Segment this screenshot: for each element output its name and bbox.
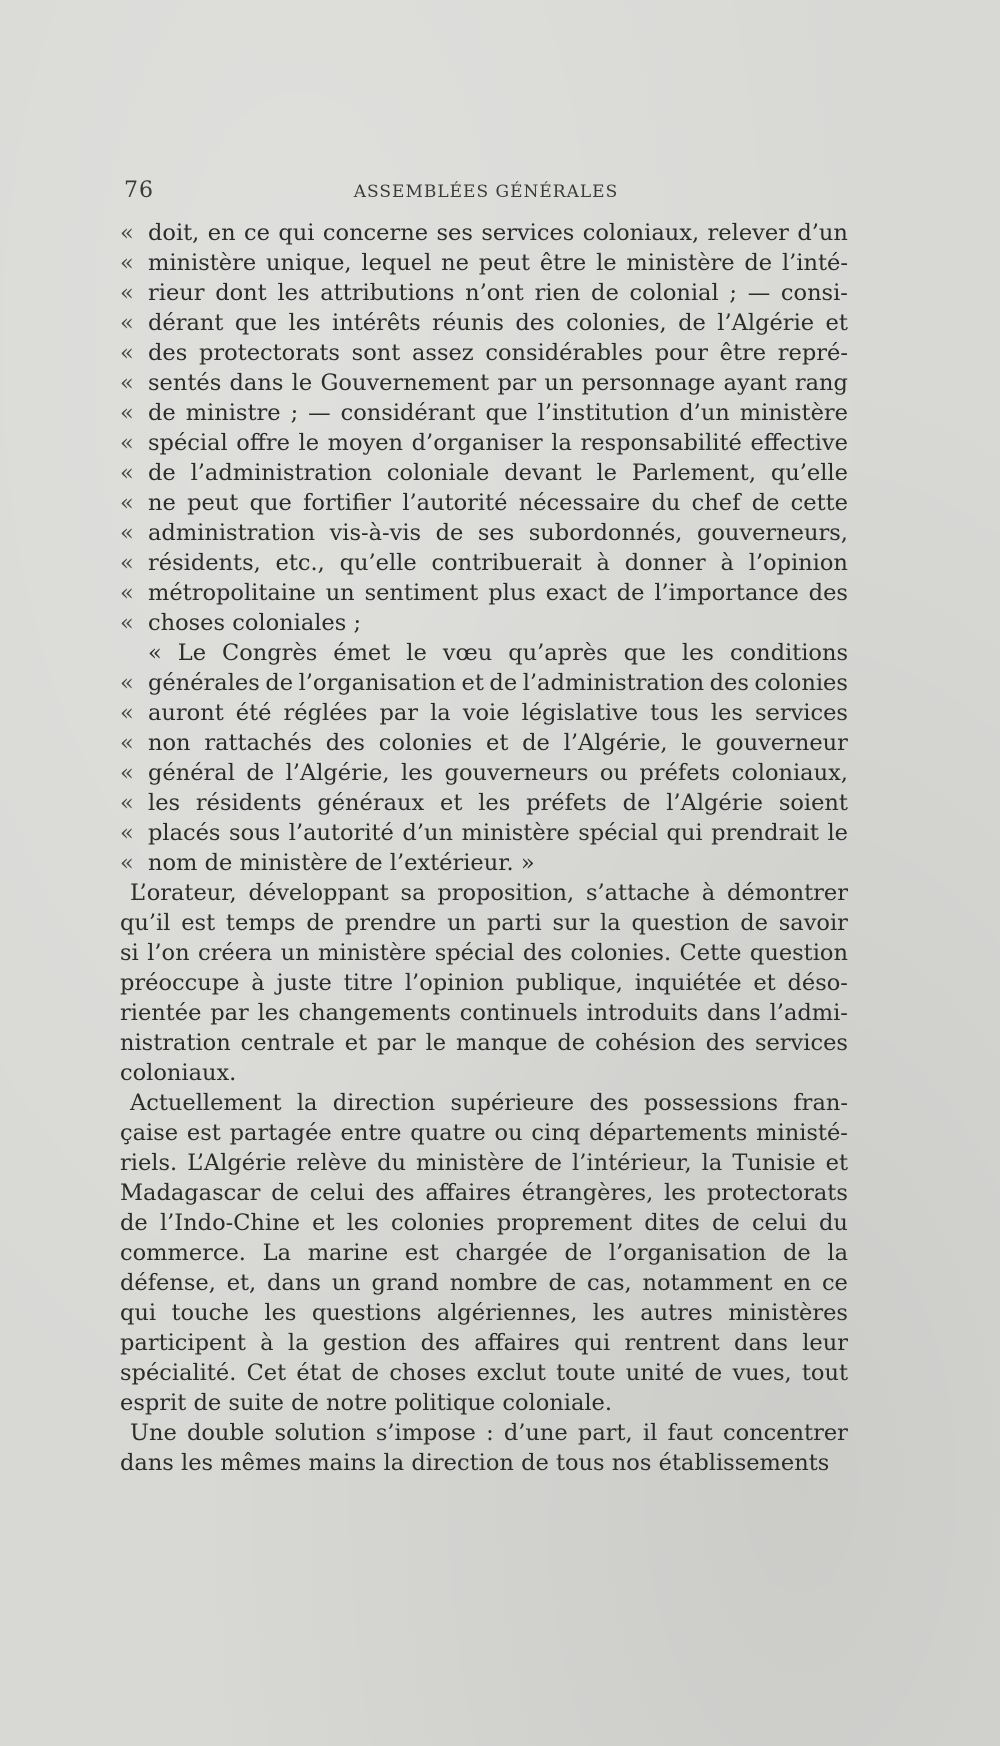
text-line	[120, 968, 848, 998]
text-line	[120, 998, 848, 1028]
text-line	[120, 488, 848, 518]
line-text: générales de l’organisation et de l’administration des colonies	[148, 670, 848, 696]
text-line	[120, 758, 848, 788]
text-line	[120, 1208, 848, 1238]
text-line	[120, 1028, 848, 1058]
line-text: Madagascar de celui des affaires étrangères, les protectorats	[120, 1180, 848, 1206]
line-text: administration vis-à-vis de ses subordonnés, gouverneurs,	[148, 520, 848, 546]
text-line	[120, 248, 848, 278]
quote-mark: «	[120, 490, 134, 516]
text-line	[120, 428, 848, 458]
text-line	[120, 1418, 848, 1448]
quote-mark: «	[120, 520, 134, 546]
line-text: rieur dont les attributions n’ont rien de colonial ; — consi-	[148, 280, 848, 306]
text-line	[120, 1388, 848, 1418]
line-text: auront été réglées par la voie législative tous les services	[148, 700, 848, 726]
text-line	[120, 308, 848, 338]
line-text: préoccupe à juste titre l’opinion publique, inquiétée et déso-	[120, 970, 848, 996]
page-number: 76	[124, 178, 154, 203]
line-text: L’orateur, développant sa proposition, s’attache à démontrer	[130, 880, 848, 906]
text-line	[120, 578, 848, 608]
line-text: rientée par les changements continuels introduits dans l’admi-	[120, 1000, 848, 1026]
text-line	[120, 218, 848, 248]
quote-mark: «	[120, 310, 134, 336]
quote-mark: «	[120, 430, 134, 456]
line-text: Actuellement la direction supérieure des possessions fran-	[130, 1090, 848, 1116]
text-line	[120, 1178, 848, 1208]
quote-mark: «	[120, 760, 134, 786]
quote-mark: «	[120, 700, 134, 726]
text-line	[120, 1328, 848, 1358]
line-text: « Le Congrès émet le vœu qu’après que les conditions	[148, 640, 848, 666]
line-text: les résidents généraux et les préfets de l’Algérie soient	[148, 790, 848, 816]
text-line	[120, 908, 848, 938]
line-text: commerce. La marine est chargée de l’organisation de la	[120, 1240, 848, 1266]
text-line	[120, 1148, 848, 1178]
quote-mark: «	[120, 400, 134, 426]
line-text: qui touche les questions algériennes, les autres ministères	[120, 1300, 848, 1326]
running-head	[124, 178, 848, 208]
quote-mark: «	[120, 340, 134, 366]
text-line	[120, 848, 848, 878]
line-text: Une double solution s’impose : d’une part, il faut concentrer	[130, 1420, 848, 1446]
line-text: doit, en ce qui concerne ses services coloniaux, relever d’un	[148, 220, 848, 246]
line-text: nistration centrale et par le manque de cohésion des services	[120, 1030, 848, 1056]
quote-mark: «	[120, 730, 134, 756]
text-line	[120, 1118, 848, 1148]
line-text: dérant que les intérêts réunis des colonies, de l’Algérie et	[148, 310, 848, 336]
quote-mark: «	[120, 250, 134, 276]
quote-mark: «	[120, 610, 134, 636]
quote-mark: «	[120, 850, 134, 876]
text-line	[120, 878, 848, 908]
text-line	[120, 1238, 848, 1268]
text-line	[120, 668, 848, 698]
quote-mark: «	[120, 220, 134, 246]
text-line	[120, 698, 848, 728]
line-text: non rattachés des colonies et de l’Algérie, le gouverneur	[148, 730, 848, 756]
text-line	[120, 788, 848, 818]
quote-mark: «	[120, 580, 134, 606]
line-text: dans les mêmes mains la direction de tous nos établissements	[120, 1450, 830, 1476]
line-text: qu’il est temps de prendre un parti sur la question de savoir	[120, 910, 848, 936]
line-text: riels. L’Algérie relève du ministère de l’intérieur, la Tunisie et	[120, 1150, 848, 1176]
line-text: si l’on créera un ministère spécial des colonies. Cette question	[120, 940, 848, 966]
text-line	[120, 608, 848, 638]
running-title: ASSEMBLÉES GÉNÉRALES	[353, 182, 619, 202]
line-text: nom de ministère de l’extérieur. »	[148, 850, 535, 876]
text-line	[120, 1448, 848, 1478]
line-text: choses coloniales ;	[148, 610, 362, 636]
line-text: coloniaux.	[120, 1060, 237, 1086]
line-text: ministère unique, lequel ne peut être le ministère de l’inté-	[148, 250, 848, 276]
text-line	[120, 1058, 848, 1088]
line-text: de l’administration coloniale devant le Parlement, qu’elle	[148, 460, 848, 486]
line-text: spécial offre le moyen d’organiser la responsabilité effective	[148, 430, 848, 456]
line-text: sentés dans le Gouvernement par un personnage ayant rang	[148, 370, 848, 396]
quote-mark: «	[120, 670, 134, 696]
text-line	[120, 398, 848, 428]
line-text: de ministre ; — considérant que l’institution d’un ministère	[148, 400, 848, 426]
line-text: métropolitaine un sentiment plus exact de l’importance des	[148, 580, 848, 606]
text-line	[120, 638, 848, 668]
text-line	[120, 1358, 848, 1388]
body-text	[120, 218, 848, 1478]
text-line	[120, 548, 848, 578]
quote-mark: «	[120, 370, 134, 396]
line-text: çaise est partagée entre quatre ou cinq départements ministé-	[120, 1120, 848, 1146]
text-line	[120, 728, 848, 758]
text-line	[120, 368, 848, 398]
quote-mark: «	[120, 790, 134, 816]
line-text: général de l’Algérie, les gouverneurs ou préfets coloniaux,	[148, 760, 848, 786]
text-line	[120, 1268, 848, 1298]
line-text: participent à la gestion des affaires qui rentrent dans leur	[120, 1330, 848, 1356]
text-line	[120, 338, 848, 368]
line-text: défense, et, dans un grand nombre de cas, notamment en ce	[120, 1270, 848, 1296]
line-text: spécialité. Cet état de choses exclut toute unité de vues, tout	[120, 1360, 848, 1386]
text-line	[120, 818, 848, 848]
text-line	[120, 458, 848, 488]
line-text: des protectorats sont assez considérables pour être repré-	[148, 340, 848, 366]
line-text: résidents, etc., qu’elle contribuerait à donner à l’opinion	[148, 550, 848, 576]
text-line	[120, 938, 848, 968]
text-line	[120, 1088, 848, 1118]
quote-mark: «	[120, 460, 134, 486]
text-line	[120, 278, 848, 308]
line-text: placés sous l’autorité d’un ministère spécial qui prendrait le	[148, 820, 848, 846]
text-line	[120, 518, 848, 548]
line-text: esprit de suite de notre politique coloniale.	[120, 1390, 613, 1416]
quote-mark: «	[120, 280, 134, 306]
text-line	[120, 1298, 848, 1328]
quote-mark: «	[120, 550, 134, 576]
quote-mark: «	[120, 820, 134, 846]
line-text: de l’Indo-Chine et les colonies proprement dites de celui du	[120, 1210, 848, 1236]
line-text: ne peut que fortifier l’autorité nécessaire du chef de cette	[148, 490, 848, 516]
